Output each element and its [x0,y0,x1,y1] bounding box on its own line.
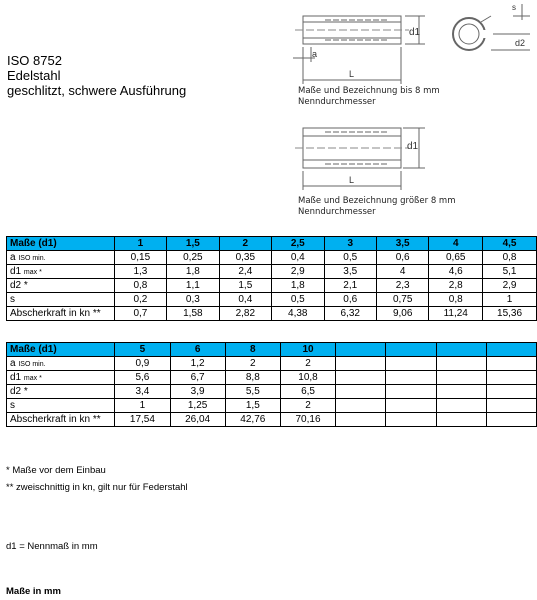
table-cell: 0,7 [114,307,166,321]
table-row [7,385,537,399]
table-cell: 0,65 [429,251,483,265]
material-label: Edelstahl [7,68,61,83]
table-cell: 4,38 [272,307,324,321]
table-cell: 2 [280,399,335,413]
footnote-units: Maße in mm [6,586,61,597]
table-cell [436,371,486,385]
table-row [7,279,537,293]
pin-drawing-large [285,116,445,196]
table-cell [436,385,486,399]
table-cell: 0,15 [114,251,166,265]
table-cell [336,413,386,427]
table-cell: 4,6 [429,265,483,279]
table-cell: 0,8 [483,251,537,265]
header-label: Maße (d1) [7,237,115,251]
table-cell: 2,9 [272,265,324,279]
table-cell: 11,24 [429,307,483,321]
table-cell: 0,35 [219,251,271,265]
table-cell: 5,5 [225,385,280,399]
table-cell: 1,8 [272,279,324,293]
table-cell [386,357,436,371]
table-cell: 0,5 [272,293,324,307]
table-row [7,307,537,321]
table-row [7,357,537,371]
header-cell: 2,5 [272,237,324,251]
table-cell: 1,2 [170,357,225,371]
header-cell: 5 [115,343,170,357]
table-cell [436,357,486,371]
table-cell: 0,3 [167,293,219,307]
dimension-table-2 [6,342,537,427]
table-cell: 6,5 [280,385,335,399]
table-row [7,251,537,265]
header-cell: 1 [114,237,166,251]
table-cell [336,371,386,385]
row-label: Abscherkraft in kn ** [7,307,115,321]
table-cell: 2,9 [483,279,537,293]
table-cell [486,371,536,385]
table-cell: 1,5 [219,279,271,293]
table-cell: 1,1 [167,279,219,293]
table-cell: 1 [115,399,170,413]
dim-L: L [349,69,355,79]
table-cell: 0,25 [167,251,219,265]
caption-small-pin: Maße und Bezeichnung bis 8 mm Nenndurchmesser [298,86,440,107]
table-cell: 70,16 [280,413,335,427]
row-label: d1 max * [7,371,115,385]
table-cell: 2,82 [219,307,271,321]
header-cell [336,343,386,357]
dim-L-large: L [349,175,355,185]
header-cell: 3 [324,237,376,251]
standard-title: ISO 8752 [7,53,62,68]
table-cell: 6,7 [170,371,225,385]
row-label: a ISO min. [7,357,115,371]
table-cell: 1,58 [167,307,219,321]
row-label: s [7,399,115,413]
footnote-nominal-size: d1 = Nennmaß in mm [6,541,98,552]
table-cell: 8,8 [225,371,280,385]
table-cell [436,413,486,427]
table-cell: 10,8 [280,371,335,385]
table-cell: 0,2 [114,293,166,307]
header-label: Maße (d1) [7,343,115,357]
header-cell: 10 [280,343,335,357]
dim-s: s [512,3,516,12]
footnote-before-install: * Maße vor dem Einbau [6,465,106,476]
table-cell: 1,3 [114,265,166,279]
table-cell: 26,04 [170,413,225,427]
table-cell [336,399,386,413]
table-cell [486,413,536,427]
row-label: d1 max * [7,265,115,279]
row-label: d2 * [7,279,115,293]
table-cell: 2 [280,357,335,371]
table-row [7,399,537,413]
table-cell: 3,5 [324,265,376,279]
title-block [7,53,186,98]
table-cell: 0,6 [376,251,428,265]
table-cell [386,399,436,413]
row-label: d2 * [7,385,115,399]
header-cell: 2 [219,237,271,251]
row-label: a ISO min. [7,251,115,265]
table-cell: 2,4 [219,265,271,279]
table-row [7,265,537,279]
table-cell: 0,8 [114,279,166,293]
dim-d1: d1 [409,27,421,38]
table-cell: 6,32 [324,307,376,321]
table-cell [486,385,536,399]
table-header-row [7,343,537,357]
dim-a: a [312,49,318,59]
table-cell: 0,6 [324,293,376,307]
table-cell: 0,8 [429,293,483,307]
header-cell [486,343,536,357]
table-cell: 5,1 [483,265,537,279]
table-cell [336,357,386,371]
table-cell [386,413,436,427]
table-cell: 0,9 [115,357,170,371]
header-cell: 1,5 [167,237,219,251]
table-row [7,371,537,385]
table-cell: 17,54 [115,413,170,427]
variant-label: geschlitzt, schwere Ausführung [7,83,187,98]
table-cell: 0,4 [219,293,271,307]
table-cell: 3,9 [170,385,225,399]
dim-d1-large: d1 [407,141,419,152]
table-cell [386,371,436,385]
table-cell: 2,1 [324,279,376,293]
table-cell [436,399,486,413]
table-cell [486,357,536,371]
header-cell: 6 [170,343,225,357]
table-cell: 1,5 [225,399,280,413]
caption-large-pin: Maße und Bezeichnung größer 8 mm Nenndurchmesser [298,196,456,217]
table-cell: 9,06 [376,307,428,321]
table-cell [486,399,536,413]
table-cell: 42,76 [225,413,280,427]
header-cell: 8 [225,343,280,357]
table-cell [386,385,436,399]
table-cell: 2 [225,357,280,371]
table-row [7,293,537,307]
row-label: s [7,293,115,307]
table-row [7,413,537,427]
row-label: Abscherkraft in kn ** [7,413,115,427]
table-cell: 0,4 [272,251,324,265]
footnote-shear-force: ** zweischnittig in kn, gilt nur für Federstahl [6,482,188,493]
table-cell: 2,8 [429,279,483,293]
header-cell: 4 [429,237,483,251]
table-cell [336,385,386,399]
header-cell: 3,5 [376,237,428,251]
header-cell [436,343,486,357]
dimension-table-1 [6,236,537,321]
table-cell: 1 [483,293,537,307]
table-cell: 15,36 [483,307,537,321]
table-cell: 0,5 [324,251,376,265]
table-cell: 2,3 [376,279,428,293]
table-cell: 5,6 [115,371,170,385]
table-cell: 1,25 [170,399,225,413]
header-cell: 4,5 [483,237,537,251]
table-cell: 0,75 [376,293,428,307]
dim-d2: d2 [515,38,526,48]
table-cell: 3,4 [115,385,170,399]
table-cell: 4 [376,265,428,279]
table-cell: 1,8 [167,265,219,279]
header-cell [386,343,436,357]
table-header-row [7,237,537,251]
